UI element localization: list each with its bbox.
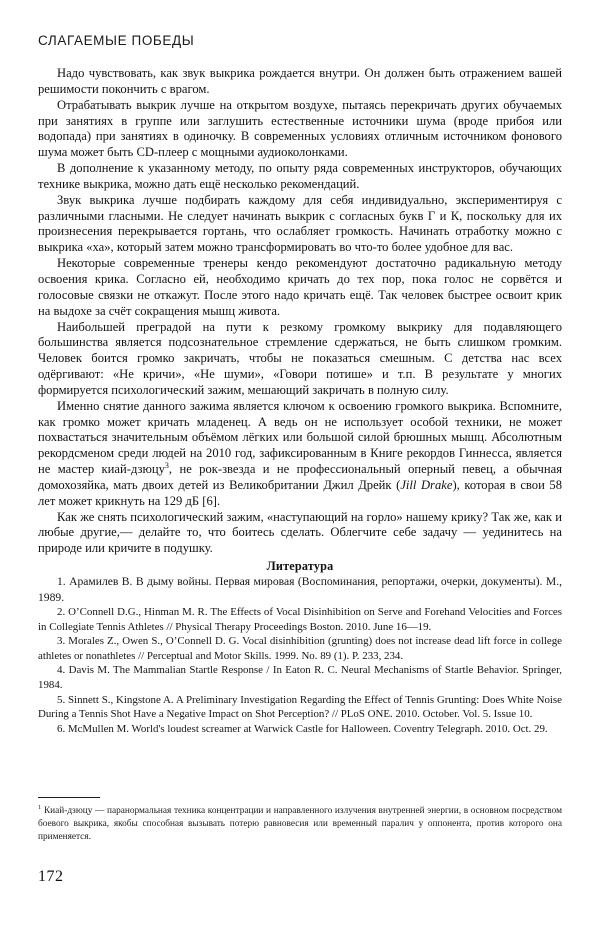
bibliography-entry: 6. McMullen M. World's loudest screamer at Warwick Castle for Halloween. Coventry Telegraph. 2010. Oct. 29. [57, 722, 548, 735]
main-text-column [38, 66, 562, 736]
footnote-reference-marker: 3 [164, 460, 169, 470]
guinness-text-after-footnote-a: , не рок-звезда и не профессиональный оперный певец, а обычная домохозяйка, мать двоих детей из Великобритании Джил Дрейк ( [38, 462, 562, 492]
body-paragraph: В дополнение к указанному методу, по опыту ряда современных инструкторов, обучающих технике выкрика, можно дать ещё несколько рекомендаций. [38, 161, 562, 191]
bibliography-entry: 3. Morales Z., Owen S., O’Connell D. G. Vocal disinhibition (grunting) does not increase dead lift force in college athletes or nonathletes // Perceptual and Motor Skills. 1999. No. 89 (1). P. 233, 234. [38, 635, 562, 662]
footnote-marker: 1 [38, 803, 42, 811]
footnote-body: Киай-дзюцу — паранормальная техника концентрации и направленного излучения внутренней энергии, в основном посредством боевого выкрика, якобы способная вызывать потерю равновесия или временный паралич у оппонента, против которого она применяется. [38, 806, 562, 842]
body-paragraph: Отрабатывать выкрик лучше на открытом воздухе, пытаясь перекричать других обучаемых при занятиях в группе или заглушить естественные источники шума (вроде прибоя или водопада) при занятиях в одиночку. В современных условиях отличным источником фонового шума может быть CD-плеер с мощными аудиоколонками. [38, 97, 562, 160]
page-number: 172 [38, 868, 64, 885]
italic-proper-name: Jill Drake [400, 477, 453, 492]
bibliography-entry: 5. Sinnett S., Kingstone A. A Preliminary Investigation Regarding the Effect of Tennis Grunting: Does White Noise During a Tennis Shot Have a Negative Impact on Shot Perception? // PLoS ONE. 2010. October. Vol. 5. Issue 10. [38, 693, 562, 721]
bibliography-entry: 2. O’Connell D.G., Hinman M. R. The Effects of Vocal Disinhibition on Serve and Forehand Velocities and Forces in Collegiate Tennis Athletes // Physical Therapy Proceedings Boston. 2010. June 16—19. [38, 605, 562, 633]
running-head: СЛАГАЕМЫЕ ПОБЕДЫ [38, 33, 195, 48]
guinness-text-before-footnote: Именно снятие данного зажима является ключом к освоению громкого выкрика. Вспомните, как громко может кричать младенец. А ведь он не использует особой техники, не может похвастаться значительным объёмом лёгких или большой силой брюшных мышц. Абсолютным рекордсменом среди людей на 2010 год, зафиксированным в Книге рекордов Гиннесса, является не мастер киай-дзюцу [38, 398, 562, 477]
body-paragraph: Надо чувствовать, как звук выкрика рождается внутри. Он должен быть отражением вашей решимости покончить с врагом. [38, 66, 562, 96]
bibliography-heading: Литература [266, 559, 334, 574]
bibliography-list [38, 574, 562, 736]
body-paragraph-guinness [38, 399, 562, 510]
guinness-text-after-footnote-b: ), которая в свои 58 лет может крикнуть на 129 дБ [6]. [38, 477, 562, 508]
body-paragraph-final: Как же снять психологический зажим, «наступающий на горло» нашему крику? Так же, как и любые другие,— делайте то, что боитесь сделать. Облегчите себе задачу — уединитесь на природе или кричите в подушку. [38, 509, 562, 556]
footnote-block [38, 797, 562, 843]
footnote-text [38, 805, 562, 843]
bibliography-entry: 1. Арамилев В. В дыму войны. Первая мировая (Воспоминания, репортажи, очерки, документы). М., 1989. [38, 575, 562, 604]
body-paragraph: Звук выкрика лучше подбирать каждому для себя индивидуально, экспериментируя с различными гласными. Не следует начинать выкрик с согласных букв Г и К, поскольку для их произнесения перекрывается гортань, что ослабляет громкость. Начинать отработку можно с выкрика «ха», который затем можно трансформировать во что-то более удобное для вас. [38, 192, 562, 255]
bibliography-entry: 4. Davis M. The Mammalian Startle Response / In Eaton R. C. Neural Mechanisms of Startle Behavior. Springer, 1984. [38, 664, 562, 691]
body-paragraph: Некоторые современные тренеры кендо рекомендуют достаточно радикальную методу освоения крика. Согласно ей, необходимо кричать до тех пор, пока голос не сорвётся и голосовые связки не откажут. После этого надо кричать ещё. Так человек быстрее освоит крик на выдохе за счёт сокращения мышц живота. [38, 256, 562, 318]
footnote-separator-rule [38, 797, 100, 798]
body-paragraph: Наибольшей преградой на пути к резкому громкому выкрику для подавляющего большинства является подсознательное стремление сдержаться, не быть слишком громким. Человек боится громко закричать, чтобы не показаться смешным. С детства нас всех одёргивают: «Не кричи», «Не шуми», «Говори потише» и т.п. В результате у многих формируется психологический зажим, мешающий закричать в полную силу. [38, 319, 562, 397]
